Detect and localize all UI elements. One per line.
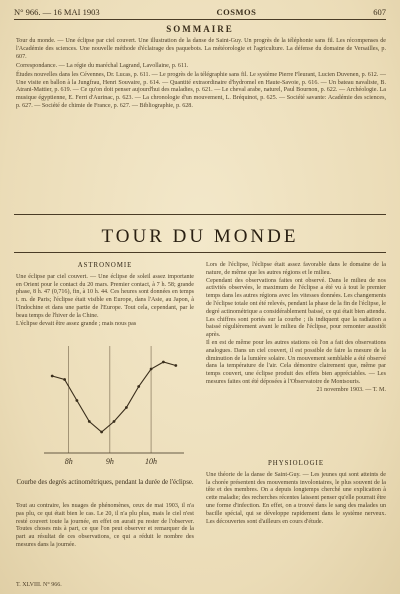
- data-point: [88, 420, 91, 423]
- section-rule-bottom: [14, 252, 386, 253]
- actinometric-curve-chart: [16, 338, 194, 473]
- x-tick-label: 9h: [105, 457, 114, 466]
- data-point: [100, 431, 103, 434]
- left-column-bottom: [16, 503, 194, 550]
- section-rule-top: [14, 214, 386, 215]
- running-header: [14, 6, 386, 18]
- sommaire-body: [16, 38, 386, 112]
- page-number: 607: [373, 7, 386, 17]
- right-column-bottom: [206, 460, 386, 526]
- article-signature: 21 novembre 1903. — T. M.: [316, 386, 386, 393]
- data-point: [51, 375, 54, 378]
- issue-number: N° 966. — 16 MAI 1903: [14, 7, 100, 17]
- left-column: [16, 262, 194, 328]
- article-paragraph: L'éclipse devait être assez grande ; mais nous pas: [16, 320, 137, 327]
- section-title: TOUR DU MONDE: [101, 226, 299, 247]
- x-tick-label: 10h: [145, 457, 158, 466]
- sommaire-paragraph: Tour du monde. — Une éclipse par ciel couvert. Une illustration de la danse de Saint-Guy. Un progrès de la téléphonie sans fil. Les récompenses de l'Académie des sciences. Une nouvelle méthode d'éclairage des paquebots. La météorologie et l'agriculture. La défense du domaine de Versailles, p. 607.: [16, 38, 386, 60]
- article-paragraph: Cependant des observations faites ont observé. Dans le milieu de nos activités observées, le maximum de l'éclipse a été vu à tout le premier temps dans les autres régions avec les vitesses données. Les changements de l'éclipse totale ont été relevés, pendant la phase de la fin de l'éclipse, le degré actinométrique a considérablement baissé, ce qui était bien attendu. Les chiffres sont portés sur la courbe ; ils indiquent que la radiation a baissé régulièrement avant le milieu de l'éclipse, pour remonter aussitôt après.: [206, 277, 386, 339]
- data-point: [137, 385, 140, 388]
- sommaire-paragraph: Études nouvelles dans les Cévennes, Dr. Lucas, p. 611. — Le progrès de la télégraphie sans fil. Le système Pierre Fleurant, Lucien Duvenen, p. 612. — Une visite en ballon à la Jungfrau, Henri Souvaire, p. 614. — Quantité extraordinaire d'hydromel en Haute-Savoie, p. 616. — Un bateau navaliste, B. Atrani-Mattier, p. 619. — Ce qu'on doit penser aujourd'hui des maladies, p. 621. — Le cheval arabe, naturel, Paul Bournon, p. 622. — Archéologie. La musique égyptienne, E. Ferri d'Aurinac, p. 623. — La chronologie d'un mouvement, L. Bréquinot, p. 625. — Société savante: Académie des sciences, p. 627. — Société de chimie de France, p. 627. — Bibliographie, p. 628.: [16, 71, 386, 110]
- astronomy-heading: ASTRONOMIE: [77, 262, 133, 269]
- data-point: [162, 361, 165, 364]
- article-paragraph: Il en est de même pour les autres stations où l'on a fait des observations analogues. Dans un ciel couvert, il est possible de faire la mesure de la diminution de la lumière solaire. Un mouvement semblable a été observé dans la température de l'air. Cela démontre clairement que, même par temps couvert, une éclipse produit des effets bien appréciables. — Les mesures faites ont été déposées à l'Observatoire de Montsouris.: [206, 339, 386, 385]
- chart-caption: Courbe des degrés actinométriques, pendant la durée de l'éclipse.: [16, 479, 194, 486]
- data-point: [125, 406, 128, 409]
- article-paragraph: Une éclipse par ciel couvert. — Une éclipse de soleil assez importante en Orient pour le contact du 20 mars. Premier contact, à 7 h. 58; grande phase, 8 h. 47 (0,716), fin, à 10 h. 44. Ces heures sont données en temps t. m. de Paris; l'éclipse était visible en Europe, dans l'Asie, au Japon, à l'Indochine et dans une partie de l'Europe. Tout cela, cependant, par le beau temps de l'hiver de la Chine.: [16, 273, 194, 319]
- x-tick-label: 8h: [64, 457, 73, 466]
- journal-title: COSMOS: [216, 7, 257, 17]
- page-footer: T. XLVIII. N° 966.: [16, 582, 62, 588]
- sommaire-title: SOMMAIRE: [166, 24, 234, 34]
- data-point: [63, 378, 66, 381]
- right-column: [206, 262, 386, 395]
- article-paragraph: Tout au contraire, les nuages de phénomènes, ceux de mai 1903, il n'a pas plu, ce qui était bien le cas. Le 20, il n'a plu plus, mais le ciel n'est resté couvert toute la journée, en effet on aurait pu rester de l'observer. Toutes choses mis à part, ce que l'on peut observer et remarquer de la part au résultat de ces observations, ce qui a réduit le nombre des mesures dans la journée.: [16, 503, 194, 548]
- physiology-heading: PHYSIOLOGIE: [268, 460, 324, 467]
- sommaire-paragraph: Correspondance. — La régie du maréchal Lagrand, Lavollaine, p. 611.: [16, 62, 189, 69]
- data-point: [150, 368, 153, 371]
- data-point: [76, 399, 79, 402]
- article-paragraph: Une théorie de la danse de Saint-Guy. — Les jeunes qui sont atteints de la chorée présentent des mouvements involontaires, le plus souvent de la tête et des membres. On a depuis longtemps cherché une explication à cette maladie; des recherches récentes laissent penser qu'elle pourrait être une forme d'infection. En effet, on a trouvé dans le sang des malades un bacille spécial, qui se développe rapidement dans le système nerveux. Les découvertes sont d'ailleurs en cours d'étude.: [206, 471, 386, 525]
- data-point: [113, 420, 116, 423]
- data-point: [174, 364, 177, 367]
- article-paragraph: Lors de l'éclipse, l'éclipse était assez favorable dans le domaine de la nature, de même que les autres régions et le milieu.: [206, 262, 386, 276]
- header-rule: [14, 19, 386, 20]
